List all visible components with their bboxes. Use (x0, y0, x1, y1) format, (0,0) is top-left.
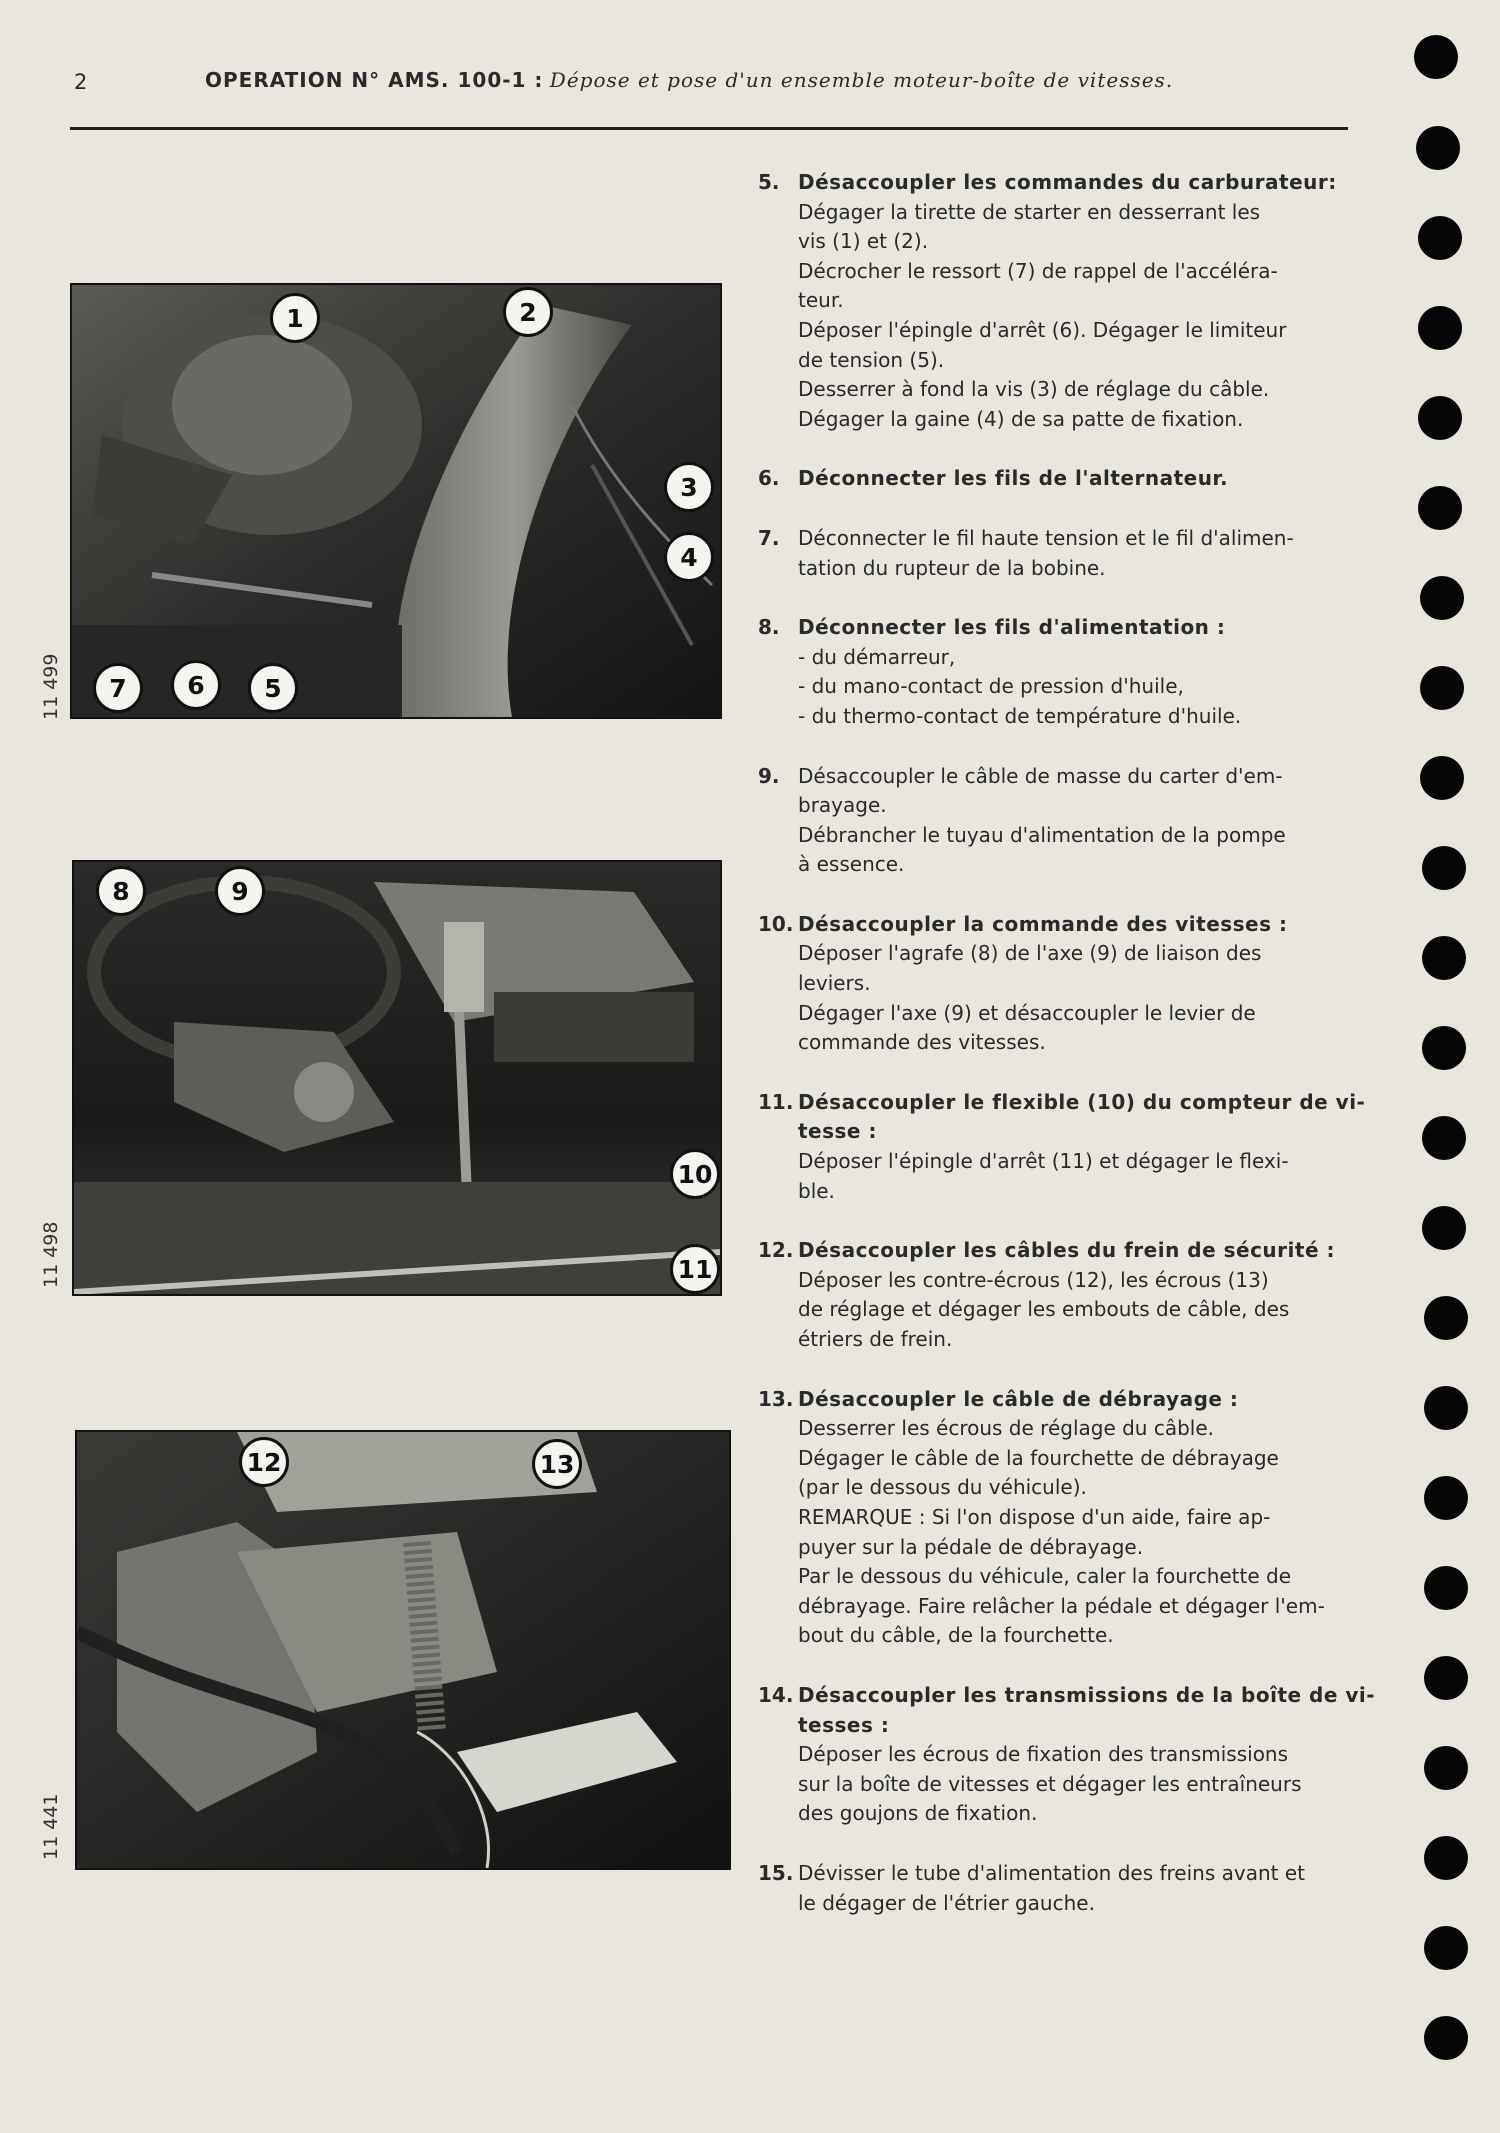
step-7 (758, 524, 1398, 583)
step-15 (758, 1859, 1398, 1918)
step-number: 14. (758, 1682, 794, 1707)
step-line: bout du câble, de la fourchette. (798, 1623, 1114, 1648)
callout-7: 7 (93, 663, 143, 713)
binder-hole-icon (1418, 216, 1462, 260)
step-13 (758, 1385, 1398, 1651)
step-line: Par le dessous du véhicule, caler la fourchette de (798, 1564, 1292, 1589)
binder-hole-icon (1424, 1656, 1468, 1700)
step-line: à essence. (798, 852, 905, 877)
step-line: Dévisser le tube d'alimentation des freins avant et (798, 1860, 1305, 1885)
figure-ref-11499: 11 499 (40, 653, 62, 720)
step-number: 6. (758, 466, 780, 491)
step-line: - du mano-contact de pression d'huile, (798, 674, 1184, 699)
step-title: Désaccoupler les câbles du frein de sécurité : (798, 1238, 1335, 1263)
photo-gear-control-image (74, 862, 720, 1294)
callout-3: 3 (664, 462, 714, 512)
binder-hole-icon (1424, 1296, 1468, 1340)
header-rule (70, 127, 1348, 130)
step-line: REMARQUE : Si l'on dispose d'un aide, faire ap- (798, 1504, 1271, 1529)
step-line: Dégager le câble de la fourchette de débrayage (798, 1445, 1279, 1470)
binder-hole-icon (1424, 1566, 1468, 1610)
step-8 (758, 613, 1398, 731)
binder-hole-icon (1422, 1206, 1466, 1250)
step-number: 12. (758, 1238, 794, 1263)
page-number: 2 (74, 70, 88, 94)
step-line: teur. (798, 288, 844, 313)
step-line: Désaccoupler le câble de masse du carter d'em- (798, 763, 1283, 788)
photo-gear-control (72, 860, 722, 1296)
step-line: débrayage. Faire relâcher la pédale et dégager l'em- (798, 1593, 1325, 1618)
figure-ref-11441: 11 441 (40, 1793, 62, 1860)
step-line: puyer sur la pédale de débrayage. (798, 1534, 1144, 1559)
step-title: Désaccoupler la commande des vitesses : (798, 911, 1288, 936)
step-line: étriers de frein. (798, 1327, 953, 1351)
photo-brake-cables (75, 1430, 731, 1870)
binder-hole-icon (1422, 1116, 1466, 1160)
step-line: Déposer l'épingle d'arrêt (6). Dégager le limiteur (798, 317, 1287, 342)
callout-11: 11 (670, 1244, 720, 1294)
step-line: vis (1) et (2). (798, 229, 929, 254)
step-line: Déposer l'agrafe (8) de l'axe (9) de liaison des (798, 941, 1262, 966)
step-line: tesses : (798, 1712, 890, 1737)
callout-8: 8 (96, 866, 146, 916)
step-11 (758, 1088, 1398, 1206)
step-line: Dégager la gaine (4) de sa patte de fixation. (798, 406, 1244, 431)
binder-hole-icon (1414, 35, 1458, 79)
step-line: - du démarreur, (798, 644, 956, 669)
binder-hole-icon (1424, 1476, 1468, 1520)
operation-subtitle: Dépose et pose d'un ensemble moteur-boîte de vitesses. (549, 68, 1174, 92)
step-6 (758, 464, 1398, 494)
step-line: Décrocher le ressort (7) de rappel de l'accéléra- (798, 258, 1278, 283)
step-line: Déposer les contre-écrous (12), les écrous (13) (798, 1267, 1269, 1292)
step-title: Désaccoupler le câble de débrayage : (798, 1386, 1239, 1411)
step-title: Désaccoupler les transmissions de la boîte de vi- (798, 1682, 1376, 1707)
step-number: 13. (758, 1386, 794, 1411)
instruction-list (758, 168, 1398, 1948)
binder-hole-icon (1424, 2016, 1468, 2060)
binder-hole-icon (1418, 486, 1462, 530)
page-header (205, 68, 1173, 92)
callout-13: 13 (532, 1439, 582, 1489)
binder-hole-icon (1420, 756, 1464, 800)
callout-5: 5 (248, 663, 298, 713)
step-line: de réglage et dégager les embouts de câble, des (798, 1297, 1290, 1322)
step-line: Desserrer à fond la vis (3) de réglage du câble. (798, 377, 1270, 402)
photo-carburetor (70, 283, 722, 719)
step-title: Désaccoupler le flexible (10) du compteur de vi- (798, 1089, 1366, 1114)
step-number: 11. (758, 1089, 794, 1114)
binder-hole-icon (1416, 126, 1460, 170)
step-line: des goujons de fixation. (798, 1801, 1038, 1826)
step-title: Désaccoupler les commandes du carburateur: (798, 170, 1337, 194)
step-number: 9. (758, 763, 780, 788)
binder-hole-icon (1422, 846, 1466, 890)
step-line: le dégager de l'étrier gauche. (798, 1890, 1095, 1915)
binder-hole-icon (1418, 306, 1462, 350)
step-line: (par le dessous du véhicule). (798, 1475, 1087, 1500)
step-line: Desserrer les écrous de réglage du câble. (798, 1416, 1215, 1441)
step-title: Déconnecter les fils d'alimentation : (798, 615, 1226, 640)
step-line: - du thermo-contact de température d'huile. (798, 703, 1242, 728)
step-14 (758, 1681, 1398, 1829)
step-number: 5. (758, 170, 780, 194)
binder-hole-icon (1422, 936, 1466, 980)
binder-holes (1410, 30, 1470, 2130)
callout-10: 10 (670, 1149, 720, 1199)
callout-4: 4 (664, 532, 714, 582)
step-number: 15. (758, 1860, 794, 1885)
binder-hole-icon (1422, 1026, 1466, 1070)
step-line: sur la boîte de vitesses et dégager les entraîneurs (798, 1771, 1302, 1796)
step-5 (758, 168, 1398, 434)
step-line: Dégager la tirette de starter en desserrant les (798, 199, 1261, 224)
step-line: tation du rupteur de la bobine. (798, 555, 1106, 580)
callout-2: 2 (503, 287, 553, 337)
step-line: brayage. (798, 793, 887, 818)
figure-ref-11498: 11 498 (40, 1221, 62, 1288)
callout-12: 12 (239, 1437, 289, 1487)
step-12 (758, 1236, 1398, 1354)
step-line: tesse : (798, 1119, 877, 1144)
photo-carburetor-image (72, 285, 720, 717)
binder-hole-icon (1424, 1746, 1468, 1790)
step-line: leviers. (798, 971, 871, 996)
step-line: Déposer l'épingle d'arrêt (11) et dégager le flexi- (798, 1149, 1289, 1174)
binder-hole-icon (1424, 1926, 1468, 1970)
step-line: Dégager l'axe (9) et désaccoupler le levier de (798, 1000, 1256, 1025)
step-number: 10. (758, 911, 794, 936)
step-line: ble. (798, 1178, 835, 1203)
callout-1: 1 (270, 293, 320, 343)
callout-6: 6 (171, 660, 221, 710)
step-9 (758, 762, 1398, 880)
photo-brake-cables-image (77, 1432, 729, 1868)
binder-hole-icon (1420, 576, 1464, 620)
callout-9: 9 (215, 866, 265, 916)
operation-number: OPERATION N° AMS. 100-1 : (205, 68, 544, 92)
binder-hole-icon (1424, 1836, 1468, 1880)
step-number: 8. (758, 615, 780, 640)
step-number: 7. (758, 525, 780, 550)
binder-hole-icon (1420, 666, 1464, 710)
step-line: Déposer les écrous de fixation des transmissions (798, 1742, 1289, 1767)
binder-hole-icon (1418, 396, 1462, 440)
step-line: Déconnecter le fil haute tension et le fil d'alimen- (798, 525, 1294, 550)
step-line: Débrancher le tuyau d'alimentation de la pompe (798, 822, 1286, 847)
step-title: Déconnecter les fils de l'alternateur. (798, 466, 1229, 491)
step-10 (758, 910, 1398, 1058)
binder-hole-icon (1424, 1386, 1468, 1430)
step-line: commande des vitesses. (798, 1030, 1046, 1055)
step-line: de tension (5). (798, 347, 945, 372)
